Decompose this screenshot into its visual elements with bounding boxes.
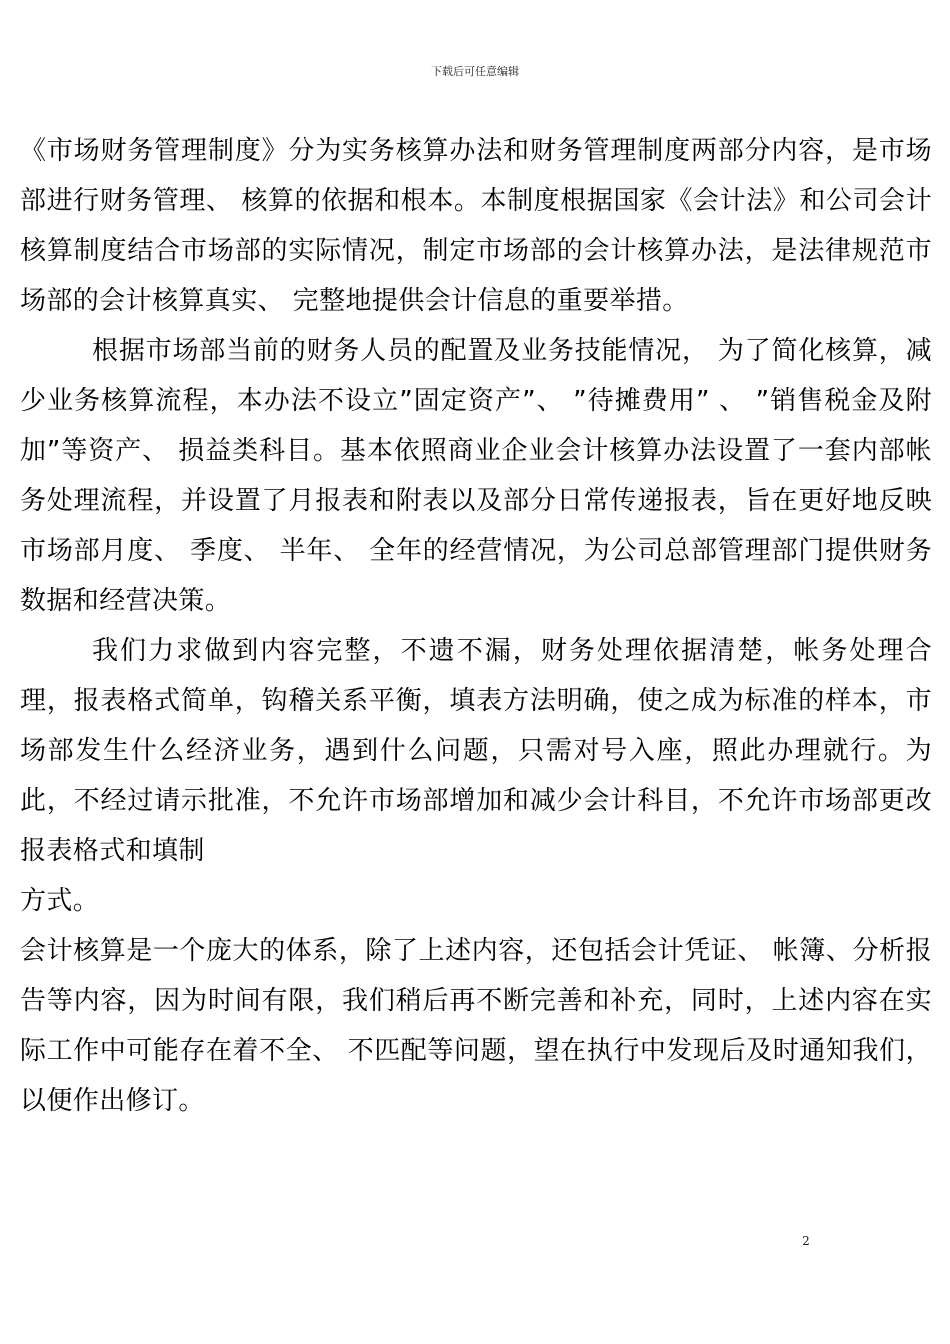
paragraph-completeness: 我们力求做到内容完整，不遗不漏，财务处理依据清楚，帐务处理合理，报表格式简单，钩稽关系平衡，填表方法明确，使之成为标准的样本，市场部发生什么经济业务，遇到什么问题，只需对号入座，照此办理就行。为此，不经过请示批准，不允许市场部增加和减少会计科目，不允许市场部更改报表格式和填制 bbox=[20, 636, 932, 866]
page-number: 2 bbox=[802, 1234, 810, 1248]
paragraph-intro: 《市场财务管理制度》分为实务核算办法和财务管理制度两部分内容，是市场部进行财务管理、 核算的依据和根本。本制度根据国家《会计法》和公司会计核算制度结合市场部的实际情况，制定市场部的会计核算办法，是法律规范市场部的会计核算真实、 完整地提供会计信息的重要举措。 bbox=[20, 136, 932, 316]
page-header: 下载后可任意编辑 bbox=[431, 65, 519, 78]
paragraph-simplification: 根据市场部当前的财务人员的配置及业务技能情况， 为了简化核算，减少业务核算流程，本办法不设立”固定资产”、 ”待摊费用” 、 ”销售税金及附加”等资产、 损益类科目。基本依照商业企业会计核算办法设置了一套内部帐务处理流程，并设置了月报表和附表以及部分日常传递报表，旨在更好地反映市场部月度、 季度、 半年、 全年的经营情况，为公司总部管理部门提供财务数据和经营决策。 bbox=[20, 336, 932, 616]
paragraph-closing: 会计核算是一个庞大的体系，除了上述内容，还包括会计凭证、 帐簿、分析报告等内容，因为时间有限，我们稍后再不断完善和补充，同时，上述内容在实际工作中可能存在着不全、 不匹配等问题，望在执行中发现后及时通知我们，以便作出修订。 bbox=[20, 936, 932, 1116]
paragraph-method-line: 方式。 bbox=[20, 886, 100, 916]
document-body bbox=[20, 126, 932, 1126]
